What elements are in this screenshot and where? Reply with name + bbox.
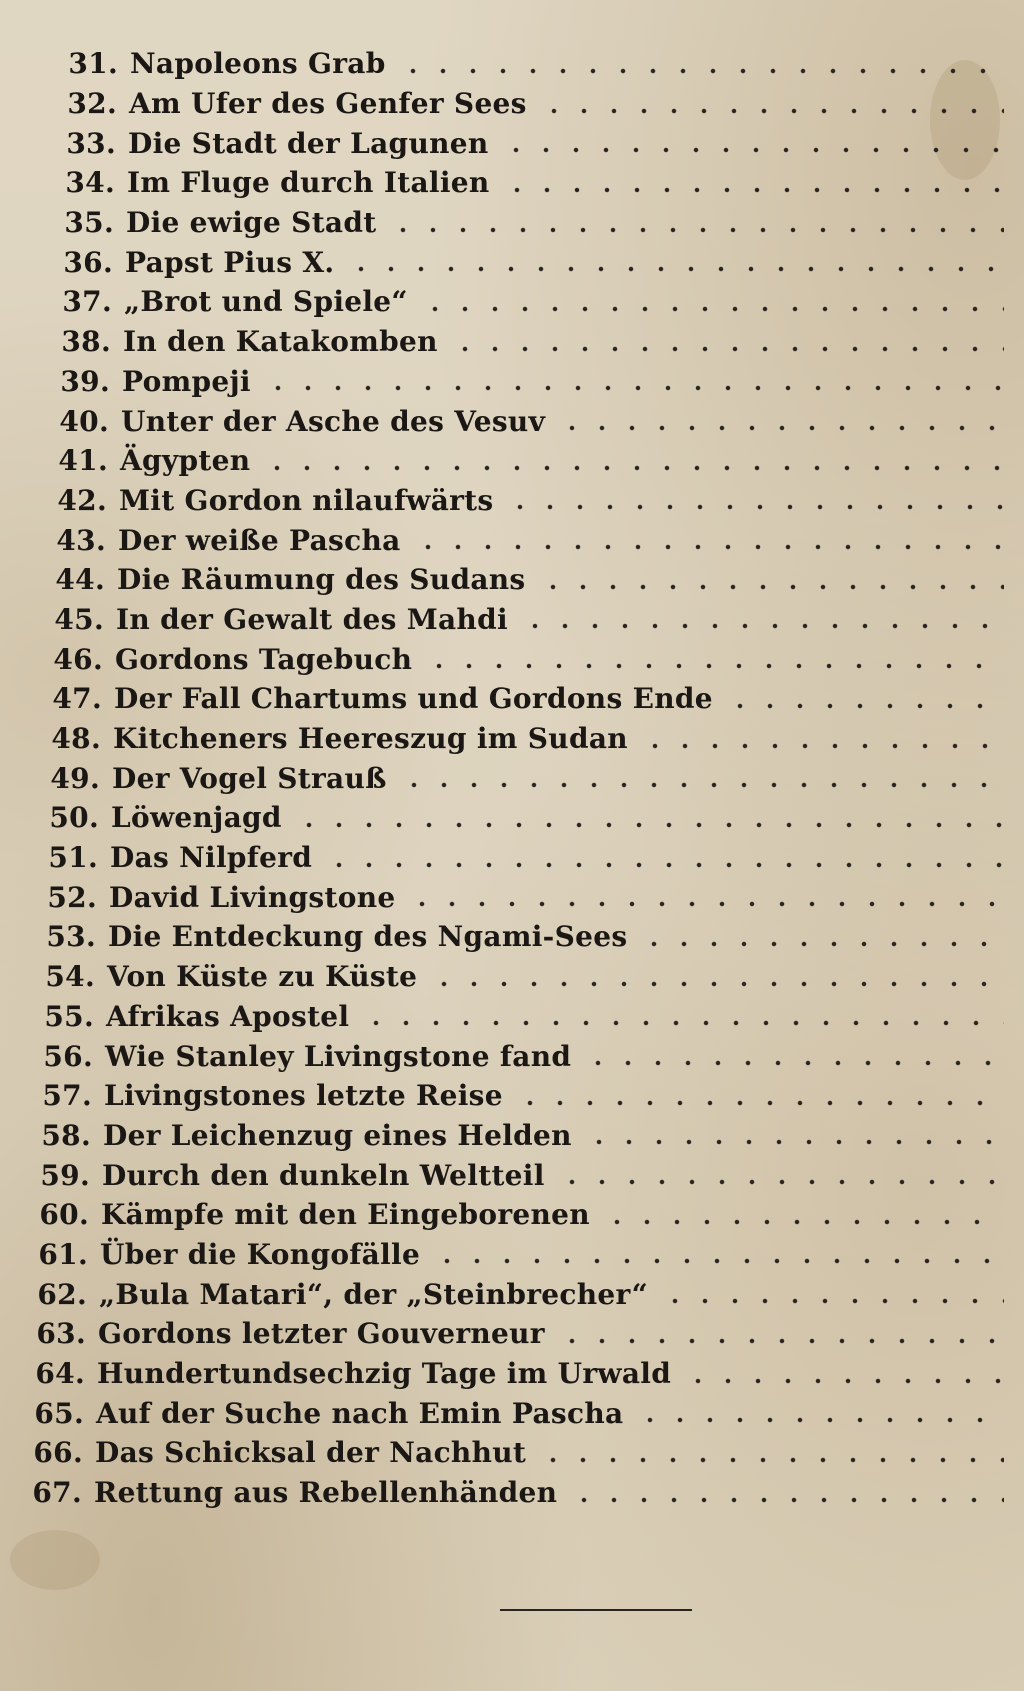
- toc-entry: [0, 44, 1024, 84]
- toc-entry-number: 66.: [33, 1436, 83, 1470]
- dot-leader: [420, 305, 1004, 313]
- dot-leader: [557, 1178, 1004, 1186]
- paper-stain: [10, 1530, 100, 1590]
- toc-entry-number: 52.: [47, 880, 97, 914]
- dot-leader: [660, 1297, 1004, 1305]
- toc-entry: [0, 639, 1024, 679]
- dot-leader: [639, 940, 1004, 948]
- toc-entry-title: Napoleons Grab: [130, 47, 386, 81]
- dot-leader: [501, 146, 1004, 154]
- toc-entry-title: Ägypten: [120, 444, 251, 478]
- dot-leader: [407, 900, 1004, 908]
- toc-entry: [0, 1314, 1024, 1354]
- toc-entry-title: Über die Kongofälle: [100, 1237, 421, 1271]
- toc-entry-title: Kitcheners Heereszug im Sudan: [113, 722, 628, 756]
- toc-entry-title: Das Nilpferd: [110, 841, 313, 875]
- dot-leader: [515, 1099, 1004, 1107]
- dot-leader: [388, 226, 1004, 234]
- dot-leader: [424, 662, 1004, 670]
- toc-entry-number: 40.: [59, 404, 109, 438]
- toc-entry-number: 39.: [60, 364, 110, 398]
- toc-entry: [0, 997, 1024, 1037]
- toc-entry-title: Von Küste zu Küste: [107, 960, 418, 994]
- toc-entry-title: „Bula Matari“, der „Steinbrecher“: [99, 1277, 648, 1311]
- toc-entry: [0, 560, 1024, 600]
- toc-entry-number: 62.: [37, 1277, 87, 1311]
- toc-entry-title: Die Stadt der Lagunen: [128, 126, 489, 160]
- toc-entry: [0, 203, 1024, 243]
- toc-entry: [0, 362, 1024, 402]
- toc-entry-title: Durch den dunkeln Weltteil: [102, 1158, 545, 1192]
- dot-leader: [432, 1257, 1004, 1265]
- toc-entry-number: 36.: [63, 245, 113, 279]
- dot-leader: [505, 503, 1004, 511]
- toc-entry: [0, 877, 1024, 917]
- toc-entry: [0, 679, 1024, 719]
- toc-entry-title: Papst Pius X.: [125, 245, 335, 279]
- toc-entry-number: 61.: [38, 1237, 88, 1271]
- toc-entry-number: 33.: [66, 126, 116, 160]
- toc-entry-title: Der Fall Chartums und Gordons Ende: [114, 682, 713, 716]
- dot-leader: [557, 1337, 1004, 1345]
- dot-leader: [640, 742, 1004, 750]
- toc-entry-number: 38.: [61, 325, 111, 359]
- dot-leader: [584, 1138, 1004, 1146]
- dot-leader: [725, 702, 1004, 710]
- toc-entry-title: Gordons Tagebuch: [115, 642, 413, 676]
- dot-leader: [539, 107, 1004, 115]
- toc-entry-title: „Brot und Spiele“: [124, 285, 408, 319]
- toc-entry: [0, 441, 1024, 481]
- toc-entry: [0, 282, 1024, 322]
- toc-entry: [0, 401, 1024, 441]
- toc-entry: [0, 1393, 1024, 1433]
- toc-entry-title: Kämpfe mit den Eingeborenen: [101, 1198, 590, 1232]
- toc-entry-title: Unter der Asche des Vesuv: [121, 404, 546, 438]
- toc-entry-number: 35.: [64, 206, 114, 240]
- dot-leader: [538, 583, 1005, 591]
- toc-entry-number: 55.: [44, 999, 94, 1033]
- toc-entry: [0, 1036, 1024, 1076]
- toc-entry: [0, 798, 1024, 838]
- toc-entry: [0, 1354, 1024, 1394]
- toc-entry: [0, 917, 1024, 957]
- toc-entry: [0, 1433, 1024, 1473]
- toc-entry-number: 59.: [40, 1158, 90, 1192]
- toc-entry-number: 50.: [49, 801, 99, 835]
- dot-leader: [635, 1416, 1004, 1424]
- toc-entry-number: 54.: [45, 960, 95, 994]
- toc-entry-number: 49.: [50, 761, 100, 795]
- toc-entry: [0, 1195, 1024, 1235]
- toc-entry-number: 43.: [56, 523, 106, 557]
- toc-entry-number: 48.: [51, 722, 101, 756]
- dot-leader: [569, 1496, 1004, 1504]
- toc-entry-title: Am Ufer des Genfer Sees: [129, 87, 527, 121]
- toc-entry-number: 57.: [42, 1079, 92, 1113]
- dot-leader: [361, 1019, 1004, 1027]
- toc-entry-number: 31.: [68, 47, 118, 81]
- table-of-contents: [0, 44, 1024, 1512]
- dot-leader: [520, 622, 1004, 630]
- toc-entry-number: 58.: [41, 1118, 91, 1152]
- toc-entry-title: Löwenjagd: [111, 801, 282, 835]
- toc-entry-title: Rettung aus Rebellenhänden: [94, 1476, 558, 1510]
- toc-entry-number: 56.: [43, 1039, 93, 1073]
- toc-entry-number: 45.: [54, 602, 104, 636]
- toc-entry-title: David Livingstone: [109, 880, 396, 914]
- toc-entry: [0, 322, 1024, 362]
- toc-entry: [0, 957, 1024, 997]
- toc-entry: [0, 123, 1024, 163]
- toc-entry-title: Livingstones letzte Reise: [104, 1079, 503, 1113]
- dot-leader: [683, 1377, 1004, 1385]
- toc-entry: [0, 163, 1024, 203]
- dot-leader: [346, 265, 1004, 273]
- dot-leader: [398, 67, 1004, 75]
- toc-entry-title: Mit Gordon nilaufwärts: [119, 483, 494, 517]
- toc-entry: [0, 758, 1024, 798]
- toc-entry-number: 41.: [58, 444, 108, 478]
- toc-entry: [0, 1155, 1024, 1195]
- toc-entry-number: 47.: [52, 682, 102, 716]
- toc-entry-title: Afrikas Apostel: [106, 999, 350, 1033]
- dot-leader: [324, 861, 1004, 869]
- toc-entry-title: Wie Stanley Livingstone fand: [105, 1039, 572, 1073]
- toc-entry-number: 51.: [48, 841, 98, 875]
- toc-entry-title: Die Räumung des Sudans: [117, 563, 526, 597]
- dot-leader: [450, 345, 1004, 353]
- dot-leader: [263, 384, 1004, 392]
- toc-entry-number: 42.: [57, 483, 107, 517]
- toc-entry-title: Gordons letzter Gouverneur: [98, 1317, 545, 1351]
- dot-leader: [262, 464, 1004, 472]
- toc-entry-title: Die Entdeckung des Ngami-Sees: [108, 920, 628, 954]
- toc-entry-number: 63.: [36, 1317, 86, 1351]
- toc-entry-title: Der Leichenzug eines Helden: [103, 1118, 572, 1152]
- toc-entry-number: 37.: [62, 285, 112, 319]
- toc-entry-title: Der Vogel Strauß: [112, 761, 387, 795]
- toc-entry-number: 32.: [67, 87, 117, 121]
- toc-entry: [0, 520, 1024, 560]
- toc-entry-number: 34.: [65, 166, 115, 200]
- toc-entry-number: 53.: [46, 920, 96, 954]
- toc-entry-title: Hundertundsechzig Tage im Urwald: [97, 1357, 672, 1391]
- toc-entry: [0, 1076, 1024, 1116]
- end-rule: [500, 1609, 692, 1611]
- toc-entry-number: 65.: [34, 1396, 84, 1430]
- dot-leader: [502, 186, 1004, 194]
- dot-leader: [413, 543, 1004, 551]
- toc-entry-title: Im Fluge durch Italien: [127, 166, 490, 200]
- dot-leader: [583, 1059, 1004, 1067]
- toc-entry: [0, 1274, 1024, 1314]
- dot-leader: [429, 980, 1004, 988]
- toc-entry: [0, 481, 1024, 521]
- toc-entry-title: Pompeji: [122, 364, 251, 398]
- toc-entry: [0, 242, 1024, 282]
- dot-leader: [602, 1218, 1004, 1226]
- toc-entry: [0, 838, 1024, 878]
- toc-entry-number: 44.: [55, 563, 105, 597]
- toc-entry: [0, 719, 1024, 759]
- toc-entry: [0, 1116, 1024, 1156]
- toc-entry-title: In der Gewalt des Mahdi: [116, 602, 508, 636]
- dot-leader: [294, 821, 1004, 829]
- toc-entry-number: 67.: [32, 1476, 82, 1510]
- toc-entry: [0, 600, 1024, 640]
- dot-leader: [399, 781, 1004, 789]
- toc-entry-title: Die ewige Stadt: [126, 206, 377, 240]
- toc-entry: [0, 1473, 1024, 1513]
- toc-entry-number: 60.: [39, 1198, 89, 1232]
- toc-entry-title: Das Schicksal der Nachhut: [95, 1436, 527, 1470]
- toc-entry-title: In den Katakomben: [123, 325, 438, 359]
- dot-leader: [557, 424, 1004, 432]
- toc-entry-title: Der weiße Pascha: [118, 523, 401, 557]
- toc-entry-number: 46.: [53, 642, 103, 676]
- toc-entry-number: 64.: [35, 1357, 85, 1391]
- toc-entry-title: Auf der Suche nach Emin Pascha: [96, 1396, 624, 1430]
- toc-entry: [0, 1235, 1024, 1275]
- toc-entry: [0, 84, 1024, 124]
- dot-leader: [538, 1456, 1004, 1464]
